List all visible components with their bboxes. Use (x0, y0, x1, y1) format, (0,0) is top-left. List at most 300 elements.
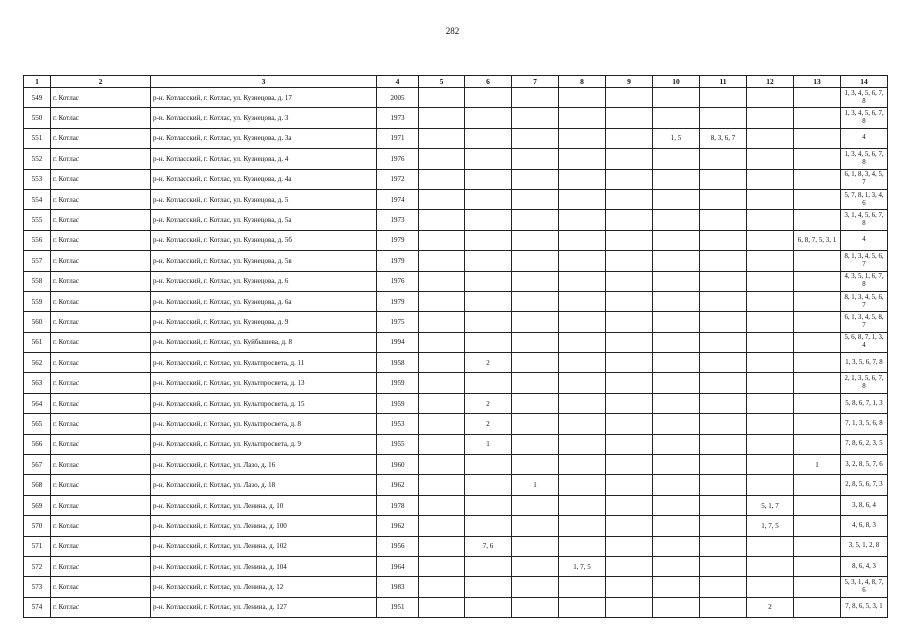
col8-cell (559, 271, 606, 291)
col10-cell (653, 251, 700, 271)
col13-cell (794, 210, 841, 230)
col9-cell (606, 210, 653, 230)
col10-cell (653, 189, 700, 209)
col13-cell: 6, 8, 7, 5, 3, 1 (794, 230, 841, 250)
col7-cell (512, 556, 559, 576)
city-cell: г. Котлас (51, 353, 151, 373)
col7-cell (512, 88, 559, 108)
col12-cell (747, 312, 794, 332)
address-cell: р-н. Котласский, г. Котлас, ул. Ленина, д. 127 (151, 597, 377, 617)
col13-cell (794, 556, 841, 576)
city-cell: г. Котлас (51, 475, 151, 495)
col9-cell (606, 516, 653, 536)
col5-cell (419, 169, 465, 189)
city-cell: г. Котлас (51, 291, 151, 311)
col14-cell: 1, 3, 4, 5, 6, 7, 8 (841, 108, 888, 128)
row-number: 549 (24, 88, 51, 108)
col5-cell (419, 291, 465, 311)
year-cell: 1976 (377, 271, 419, 291)
col14-cell: 5, 8, 6, 7, 1, 3 (841, 393, 888, 413)
row-number: 571 (24, 536, 51, 556)
col6-cell (465, 475, 512, 495)
city-cell: г. Котлас (51, 516, 151, 536)
col14-cell: 7, 8, 6, 5, 3, 1 (841, 597, 888, 617)
col5-cell (419, 251, 465, 271)
address-cell: р-н. Котласский, г. Котлас, ул. Кузнецова, д. 9 (151, 312, 377, 332)
col11-cell (700, 577, 747, 597)
col7-cell (512, 414, 559, 434)
col9-cell (606, 291, 653, 311)
col6-cell (465, 169, 512, 189)
col6-cell (465, 189, 512, 209)
address-cell: р-н. Котласский, г. Котлас, ул. Кузнецова, д. 3а (151, 128, 377, 148)
col6-cell (465, 516, 512, 536)
col6-cell (465, 108, 512, 128)
col10-cell (653, 495, 700, 515)
col9-cell (606, 169, 653, 189)
col14-cell: 3, 2, 8, 5, 7, 6 (841, 455, 888, 475)
col12-cell: 1, 7, 5 (747, 516, 794, 536)
address-cell: р-н. Котласский, г. Котлас, ул. Ленина, д. 10 (151, 495, 377, 515)
year-cell: 2005 (377, 88, 419, 108)
col10-cell (653, 577, 700, 597)
col10-cell (653, 516, 700, 536)
col7-cell (512, 455, 559, 475)
col10-cell (653, 291, 700, 311)
col9-cell (606, 189, 653, 209)
col9-cell (606, 230, 653, 250)
year-cell: 1964 (377, 556, 419, 576)
col12-cell (747, 189, 794, 209)
col6-cell (465, 128, 512, 148)
row-number: 558 (24, 271, 51, 291)
col13-cell (794, 332, 841, 352)
col9-cell (606, 475, 653, 495)
table-row (24, 291, 888, 311)
address-cell: р-н. Котласский, г. Котлас, ул. Ленина, д. 100 (151, 516, 377, 536)
address-cell: р-н. Котласский, г. Котлас, ул. Кузнецова, д. 5б (151, 230, 377, 250)
col10-cell (653, 536, 700, 556)
year-cell: 1951 (377, 597, 419, 617)
col8-cell (559, 414, 606, 434)
col7-cell (512, 536, 559, 556)
table-row (24, 312, 888, 332)
col5-cell (419, 475, 465, 495)
table-row (24, 189, 888, 209)
col14-cell: 3, 1, 4, 5, 6, 7, 8 (841, 210, 888, 230)
col6-cell (465, 455, 512, 475)
col7-cell (512, 189, 559, 209)
table-row (24, 149, 888, 169)
table-row (24, 597, 888, 617)
table-row (24, 414, 888, 434)
col5-cell (419, 189, 465, 209)
col6-cell (465, 597, 512, 617)
col11-cell (700, 149, 747, 169)
col6-cell (465, 373, 512, 393)
col5-cell (419, 495, 465, 515)
col12-cell (747, 251, 794, 271)
col8-cell (559, 149, 606, 169)
city-cell: г. Котлас (51, 597, 151, 617)
col9-cell (606, 332, 653, 352)
col8-cell (559, 434, 606, 454)
column-header: 7 (512, 76, 559, 88)
col14-cell: 6, 1, 8, 3, 4, 5, 7 (841, 169, 888, 189)
col14-cell: 1, 3, 5, 6, 7, 8 (841, 353, 888, 373)
address-cell: р-н. Котласский, г. Котлас, ул. Кузнецова, д. 3 (151, 108, 377, 128)
col10-cell (653, 414, 700, 434)
col13-cell (794, 169, 841, 189)
col6-cell (465, 291, 512, 311)
col9-cell (606, 393, 653, 413)
address-cell: р-н. Котласский, г. Котлас, ул. Кузнецова, д. 4а (151, 169, 377, 189)
col13-cell (794, 414, 841, 434)
col13-cell (794, 495, 841, 515)
year-cell: 1955 (377, 434, 419, 454)
row-number: 569 (24, 495, 51, 515)
col13-cell (794, 251, 841, 271)
city-cell: г. Котлас (51, 230, 151, 250)
col11-cell (700, 251, 747, 271)
row-number: 565 (24, 414, 51, 434)
address-cell: р-н. Котласский, г. Котлас, ул. Куйбышева, д. 8 (151, 332, 377, 352)
col14-cell: 5, 7, 8, 1, 3, 4, 6 (841, 189, 888, 209)
address-cell: р-н. Котласский, г. Котлас, ул. Кузнецова, д. 4 (151, 149, 377, 169)
city-cell: г. Котлас (51, 169, 151, 189)
col6-cell (465, 332, 512, 352)
col8-cell (559, 312, 606, 332)
table-row (24, 434, 888, 454)
col14-cell: 5, 6, 8, 7, 1, 3, 4 (841, 332, 888, 352)
page-number: 282 (445, 26, 460, 36)
col5-cell (419, 516, 465, 536)
address-cell: р-н. Котласский, г. Котлас, ул. Лазо, д. 16 (151, 455, 377, 475)
col9-cell (606, 271, 653, 291)
table-row (24, 577, 888, 597)
year-cell: 1975 (377, 312, 419, 332)
col8-cell (559, 577, 606, 597)
col8-cell (559, 332, 606, 352)
col9-cell (606, 414, 653, 434)
row-number: 562 (24, 353, 51, 373)
col12-cell (747, 230, 794, 250)
col6-cell (465, 271, 512, 291)
table-row (24, 230, 888, 250)
col13-cell (794, 516, 841, 536)
city-cell: г. Котлас (51, 189, 151, 209)
col6-cell: 7, 6 (465, 536, 512, 556)
col8-cell (559, 353, 606, 373)
col5-cell (419, 332, 465, 352)
column-header: 11 (700, 76, 747, 88)
header-row (24, 76, 888, 88)
col9-cell (606, 577, 653, 597)
city-cell: г. Котлас (51, 393, 151, 413)
col10-cell (653, 556, 700, 576)
col14-cell: 8, 1, 3, 4, 5, 6, 7 (841, 251, 888, 271)
col5-cell (419, 108, 465, 128)
col11-cell (700, 516, 747, 536)
col8-cell (559, 189, 606, 209)
col5-cell (419, 230, 465, 250)
column-header: 12 (747, 76, 794, 88)
city-cell: г. Котлас (51, 251, 151, 271)
row-number: 551 (24, 128, 51, 148)
col7-cell (512, 353, 559, 373)
col5-cell (419, 536, 465, 556)
year-cell: 1973 (377, 108, 419, 128)
col11-cell (700, 230, 747, 250)
col10-cell (653, 332, 700, 352)
col9-cell (606, 108, 653, 128)
col9-cell (606, 128, 653, 148)
col14-cell: 4, 6, 8, 3 (841, 516, 888, 536)
column-header: 6 (465, 76, 512, 88)
table-row (24, 271, 888, 291)
col13-cell (794, 536, 841, 556)
col9-cell (606, 536, 653, 556)
row-number: 567 (24, 455, 51, 475)
row-number: 570 (24, 516, 51, 536)
col11-cell (700, 414, 747, 434)
col13-cell (794, 353, 841, 373)
row-number: 574 (24, 597, 51, 617)
col10-cell (653, 312, 700, 332)
year-cell: 1976 (377, 149, 419, 169)
col11-cell (700, 108, 747, 128)
col14-cell: 1, 3, 4, 5, 6, 7, 8 (841, 88, 888, 108)
col12-cell: 5, 1, 7 (747, 495, 794, 515)
col7-cell (512, 149, 559, 169)
col6-cell (465, 312, 512, 332)
col10-cell: 1, 5 (653, 128, 700, 148)
col11-cell (700, 434, 747, 454)
year-cell: 1971 (377, 128, 419, 148)
col9-cell (606, 149, 653, 169)
year-cell: 1960 (377, 455, 419, 475)
col6-cell: 2 (465, 353, 512, 373)
city-cell: г. Котлас (51, 556, 151, 576)
table-row (24, 475, 888, 495)
col11-cell (700, 332, 747, 352)
col6-cell (465, 556, 512, 576)
col6-cell (465, 210, 512, 230)
col12-cell (747, 210, 794, 230)
col8-cell: 1, 7, 5 (559, 556, 606, 576)
year-cell: 1978 (377, 495, 419, 515)
col11-cell (700, 271, 747, 291)
col14-cell: 6, 1, 3, 4, 5, 8, 7 (841, 312, 888, 332)
col12-cell (747, 108, 794, 128)
col7-cell (512, 312, 559, 332)
year-cell: 1962 (377, 516, 419, 536)
col7-cell (512, 210, 559, 230)
row-number: 556 (24, 230, 51, 250)
col5-cell (419, 414, 465, 434)
col8-cell (559, 597, 606, 617)
col11-cell (700, 536, 747, 556)
city-cell: г. Котлас (51, 373, 151, 393)
col10-cell (653, 271, 700, 291)
col6-cell: 1 (465, 434, 512, 454)
col12-cell (747, 332, 794, 352)
col12-cell (747, 353, 794, 373)
col12-cell (747, 149, 794, 169)
col7-cell (512, 597, 559, 617)
col11-cell (700, 88, 747, 108)
col9-cell (606, 353, 653, 373)
col6-cell (465, 88, 512, 108)
col12-cell (747, 556, 794, 576)
col10-cell (653, 475, 700, 495)
col7-cell (512, 516, 559, 536)
col13-cell (794, 149, 841, 169)
col12-cell (747, 434, 794, 454)
row-number: 560 (24, 312, 51, 332)
col5-cell (419, 353, 465, 373)
col9-cell (606, 495, 653, 515)
col5-cell (419, 556, 465, 576)
city-cell: г. Котлас (51, 414, 151, 434)
col14-cell: 7, 1, 3, 5, 6, 8 (841, 414, 888, 434)
register-table (23, 75, 888, 618)
table-row (24, 169, 888, 189)
col13-cell (794, 475, 841, 495)
col12-cell (747, 393, 794, 413)
col10-cell (653, 597, 700, 617)
col13-cell (794, 88, 841, 108)
table-row (24, 108, 888, 128)
column-header: 8 (559, 76, 606, 88)
table-row (24, 353, 888, 373)
column-header: 4 (377, 76, 419, 88)
city-cell: г. Котлас (51, 88, 151, 108)
col12-cell (747, 536, 794, 556)
address-cell: р-н. Котласский, г. Котлас, ул. Ленина, д. 12 (151, 577, 377, 597)
city-cell: г. Котлас (51, 312, 151, 332)
row-number: 557 (24, 251, 51, 271)
col14-cell: 7, 8, 6, 2, 3, 5 (841, 434, 888, 454)
col9-cell (606, 434, 653, 454)
address-cell: р-н. Котласский, г. Котлас, ул. Культпросвета, д. 8 (151, 414, 377, 434)
year-cell: 1979 (377, 291, 419, 311)
col8-cell (559, 495, 606, 515)
col14-cell: 4 (841, 230, 888, 250)
col10-cell (653, 108, 700, 128)
address-cell: р-н. Котласский, г. Котлас, ул. Культпросвета, д. 11 (151, 353, 377, 373)
col6-cell: 2 (465, 393, 512, 413)
col8-cell (559, 516, 606, 536)
col11-cell: 8, 3, 6, 7 (700, 128, 747, 148)
col12-cell (747, 414, 794, 434)
column-header: 14 (841, 76, 888, 88)
col5-cell (419, 128, 465, 148)
table-row (24, 332, 888, 352)
row-number: 553 (24, 169, 51, 189)
col10-cell (653, 353, 700, 373)
city-cell: г. Котлас (51, 495, 151, 515)
col7-cell (512, 393, 559, 413)
col13-cell (794, 189, 841, 209)
col8-cell (559, 108, 606, 128)
col12-cell (747, 271, 794, 291)
column-header: 10 (653, 76, 700, 88)
col5-cell (419, 393, 465, 413)
col9-cell (606, 556, 653, 576)
year-cell: 1962 (377, 475, 419, 495)
row-number: 572 (24, 556, 51, 576)
col7-cell (512, 577, 559, 597)
col5-cell (419, 88, 465, 108)
table-row (24, 556, 888, 576)
col14-cell: 8, 1, 3, 4, 5, 6, 7 (841, 291, 888, 311)
col13-cell (794, 108, 841, 128)
col8-cell (559, 291, 606, 311)
table-row (24, 516, 888, 536)
col9-cell (606, 251, 653, 271)
table-row (24, 393, 888, 413)
column-header: 9 (606, 76, 653, 88)
col8-cell (559, 210, 606, 230)
year-cell: 1994 (377, 332, 419, 352)
col13-cell (794, 577, 841, 597)
year-cell: 1958 (377, 353, 419, 373)
address-cell: р-н. Котласский, г. Котлас, ул. Культпросвета, д. 13 (151, 373, 377, 393)
year-cell: 1973 (377, 210, 419, 230)
column-header: 13 (794, 76, 841, 88)
city-cell: г. Котлас (51, 332, 151, 352)
col11-cell (700, 475, 747, 495)
col13-cell (794, 597, 841, 617)
address-cell: р-н. Котласский, г. Котлас, ул. Ленина, д. 104 (151, 556, 377, 576)
col7-cell (512, 108, 559, 128)
col10-cell (653, 373, 700, 393)
row-number: 559 (24, 291, 51, 311)
col7-cell (512, 495, 559, 515)
col14-cell: 2, 1, 3, 5, 6, 7, 8 (841, 373, 888, 393)
col14-cell: 1, 3, 4, 5, 6, 7, 8 (841, 149, 888, 169)
col10-cell (653, 210, 700, 230)
col11-cell (700, 455, 747, 475)
col11-cell (700, 169, 747, 189)
col11-cell (700, 312, 747, 332)
col8-cell (559, 169, 606, 189)
col8-cell (559, 230, 606, 250)
col9-cell (606, 88, 653, 108)
address-cell: р-н. Котласский, г. Котлас, ул. Кузнецова, д. 5в (151, 251, 377, 271)
city-cell: г. Котлас (51, 149, 151, 169)
col7-cell (512, 230, 559, 250)
address-cell: р-н. Котласский, г. Котлас, ул. Кузнецова, д. 5а (151, 210, 377, 230)
col11-cell (700, 393, 747, 413)
col12-cell (747, 128, 794, 148)
col7-cell (512, 169, 559, 189)
col12-cell: 2 (747, 597, 794, 617)
col6-cell (465, 495, 512, 515)
col12-cell (747, 169, 794, 189)
col9-cell (606, 373, 653, 393)
address-cell: р-н. Котласский, г. Котлас, ул. Кузнецова, д. 17 (151, 88, 377, 108)
col8-cell (559, 455, 606, 475)
address-cell: р-н. Котласский, г. Котлас, ул. Ленина, д. 102 (151, 536, 377, 556)
col11-cell (700, 210, 747, 230)
col7-cell: 1 (512, 475, 559, 495)
city-cell: г. Котлас (51, 210, 151, 230)
table-row (24, 455, 888, 475)
table-row (24, 88, 888, 108)
col12-cell (747, 88, 794, 108)
